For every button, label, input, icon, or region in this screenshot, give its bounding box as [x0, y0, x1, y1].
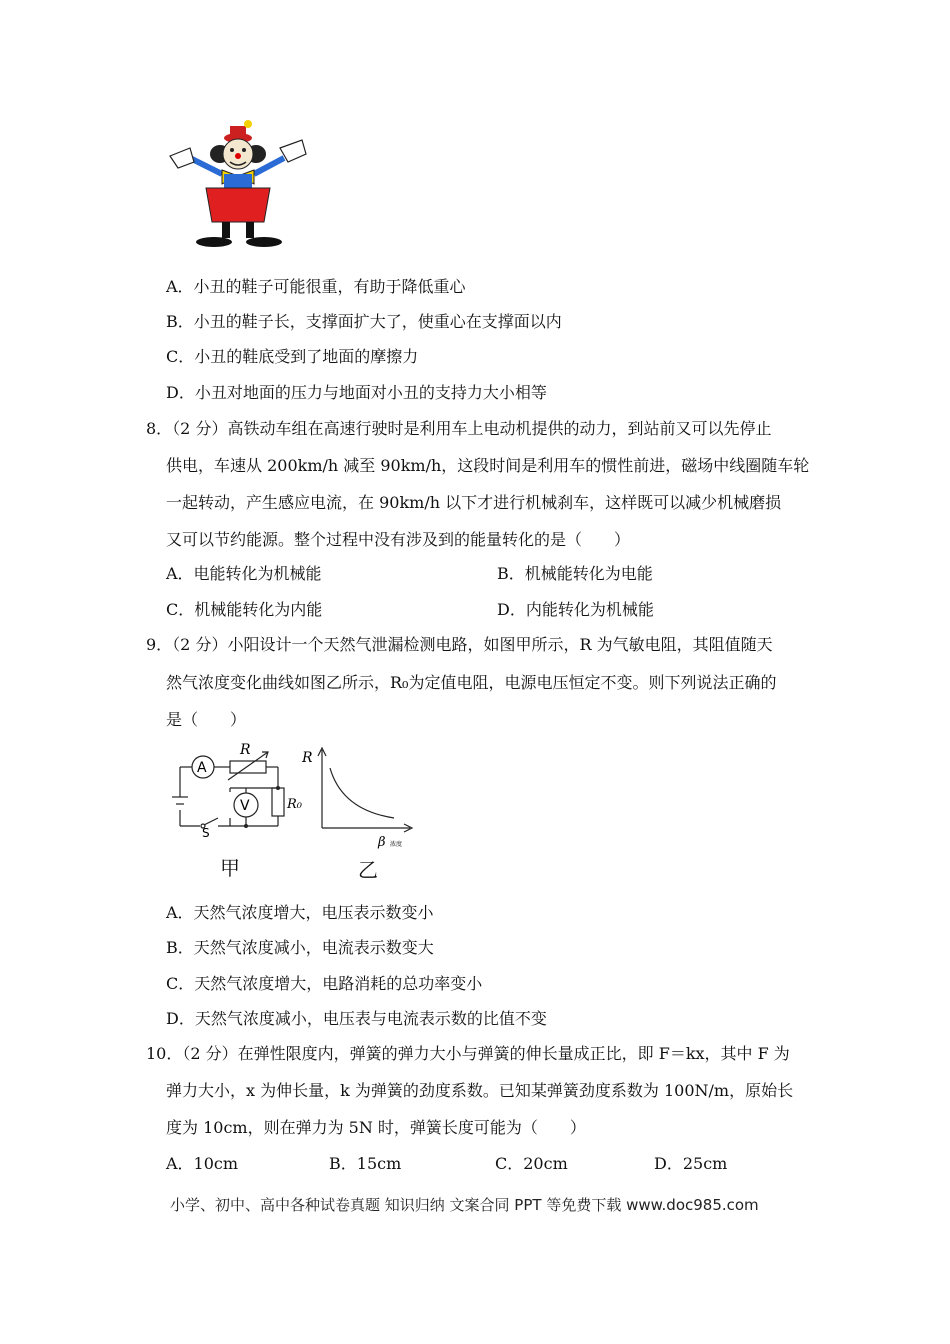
q9-option-a: A．天然气浓度增大，电压表示数变小	[166, 903, 434, 922]
q9-option-d: D．天然气浓度减小，电压表与电流表示数的比值不变	[166, 1009, 547, 1028]
graph-y-label: R	[302, 750, 313, 766]
graph-x-label: β	[378, 835, 386, 850]
q7-option-a: A．小丑的鞋子可能很重，有助于降低重心	[166, 277, 466, 296]
graph-x-unit: 浓度	[390, 841, 403, 848]
q8-stem-line-3: 一起转动，产生感应电流，在 90km/h 以下才进行机械刹车，这样既可以减少机械磨损	[166, 493, 782, 512]
q9-option-b: B．天然气浓度减小，电流表示数变大	[166, 938, 434, 957]
q8-option-d: D．内能转化为机械能	[497, 600, 654, 619]
q9-option-c: C．天然气浓度增大，电路消耗的总功率变小	[166, 974, 483, 993]
q10-option-c: C．20cm	[495, 1154, 568, 1173]
q10-option-d: D．25cm	[654, 1154, 728, 1173]
q9-stem-line-2: 然气浓度变化曲线如图乙所示，R₀为定值电阻，电源电压恒定不变。则下列说法正确的	[166, 673, 777, 692]
resistance-graph	[298, 744, 423, 852]
caption-yi: 乙	[358, 858, 378, 882]
r0-label: R₀	[287, 797, 302, 812]
q8-stem-line-2: 供电，车速从 200km/h 减至 90km/h，这段时间是利用车的惯性前进，磁场中线圈随车轮	[166, 456, 810, 475]
q9-stem-line-1: 9．（2 分）小阳设计一个天然气泄漏检测电路，如图甲所示，R 为气敏电阻，其阻值随天	[146, 635, 773, 654]
q8-option-c: C．机械能转化为内能	[166, 600, 323, 619]
circuit-diagram	[166, 742, 311, 837]
q9-stem-line-3: 是（ ）	[166, 710, 247, 729]
clown-illustration	[160, 118, 310, 258]
switch-label: S	[202, 826, 210, 837]
q8-option-b: B．机械能转化为电能	[497, 564, 653, 583]
q8-option-a: A．电能转化为机械能	[166, 564, 322, 583]
page-footer: 小学、初中、高中各种试卷真题 知识归纳 文案合同 PPT 等免费下载 www.doc985.com	[170, 1196, 759, 1214]
q7-option-b: B．小丑的鞋子长，支撑面扩大了，使重心在支撑面以内	[166, 312, 562, 331]
caption-jia: 甲	[220, 856, 240, 880]
q7-option-c: C．小丑的鞋底受到了地面的摩擦力	[166, 347, 419, 366]
ammeter-label: A	[197, 760, 207, 776]
q10-stem-line-2: 弹力大小，x 为伸长量，k 为弹簧的劲度系数。已知某弹簧劲度系数为 100N/m，原始长	[166, 1081, 794, 1100]
q10-stem-line-1: 10．（2 分）在弹性限度内，弹簧的弹力大小与弹簧的伸长量成正比，即 F＝kx，其中 F 为	[146, 1044, 790, 1063]
q10-stem-line-3: 度为 10cm，则在弹力为 5N 时，弹簧长度可能为（ ）	[166, 1118, 586, 1137]
q8-stem-line-1: 8．（2 分）高铁动车组在高速行驶时是利用车上电动机提供的动力，到站前又可以先停止	[146, 419, 772, 438]
resistor-label: R	[240, 742, 251, 758]
q10-option-a: A．10cm	[166, 1154, 239, 1173]
q7-option-d: D．小丑对地面的压力与地面对小丑的支持力大小相等	[166, 383, 547, 402]
voltmeter-label: V	[240, 798, 250, 814]
q10-option-b: B．15cm	[329, 1154, 402, 1173]
q8-stem-line-4: 又可以节约能源。整个过程中没有涉及到的能量转化的是（ ）	[166, 530, 631, 549]
